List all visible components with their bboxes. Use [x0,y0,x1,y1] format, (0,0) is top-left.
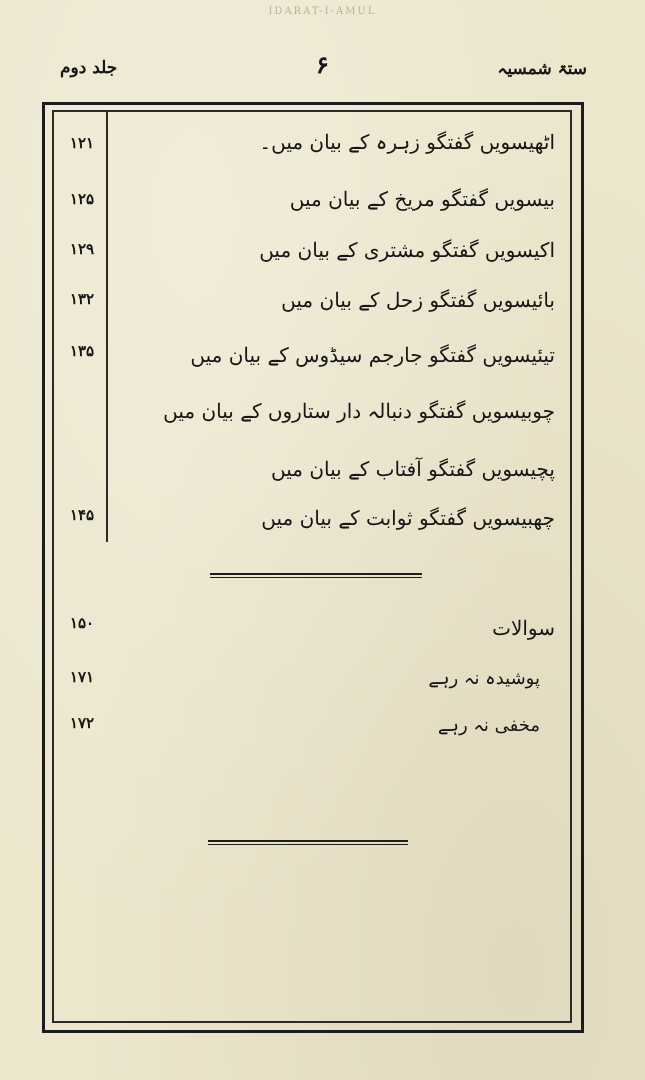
book-title-header: ستۃ شمسیہ [497,59,587,79]
toc-entry-text: بائیسویں گفتگو زحل کے بیان میں [281,288,555,312]
toc-entry-text: بیسویں گفتگو مریخ کے بیان میں [289,187,555,211]
toc-entry-text: تیئیسویں گفتگو جارجم سیڈوس کے بیان میں [190,343,555,367]
toc-entry-text: پوشیدہ نہ رہے [428,668,540,689]
toc-entry-text: چوبیسویں گفتگو دنبالہ دار ستاروں کے بیان میں [163,399,555,423]
page-number: ۶ [316,50,329,79]
toc-entry-page: ۱۳۵ [69,342,95,360]
library-stamp: IDARAT-I-AMUL [268,6,377,17]
closing-divider [208,840,408,845]
toc-entry-page: ۱۷۱ [69,668,95,686]
toc-entry-page: ۱۲۱ [69,134,95,152]
section-divider [210,573,422,578]
toc-entry-page: ۱۴۵ [69,506,95,524]
toc-entry-text: اٹھیسویں گفتگو زہرہ کے بیان میں۔ [259,130,555,154]
toc-entry-text: چھبیسویں گفتگو ثوابت کے بیان میں [261,506,555,530]
toc-entry-page: ۱۲۵ [69,190,95,208]
page-column-divider [106,112,108,542]
toc-entry-page: ۱۷۲ [69,714,95,732]
toc-entry-page: ۱۳۲ [69,290,95,308]
toc-entry-text: پچیسویں گفتگو آفتاب کے بیان میں [271,457,555,481]
volume-label: جلد دوم [60,58,118,78]
toc-entry-text: مخفی نہ رہے [437,715,540,736]
toc-entry-page: ۱۲۹ [69,240,95,258]
toc-entry-page: ۱۵۰ [69,614,95,632]
toc-entry-text: سوالات [492,616,555,640]
toc-entry-text: اکیسویں گفتگو مشتری کے بیان میں [259,238,555,262]
